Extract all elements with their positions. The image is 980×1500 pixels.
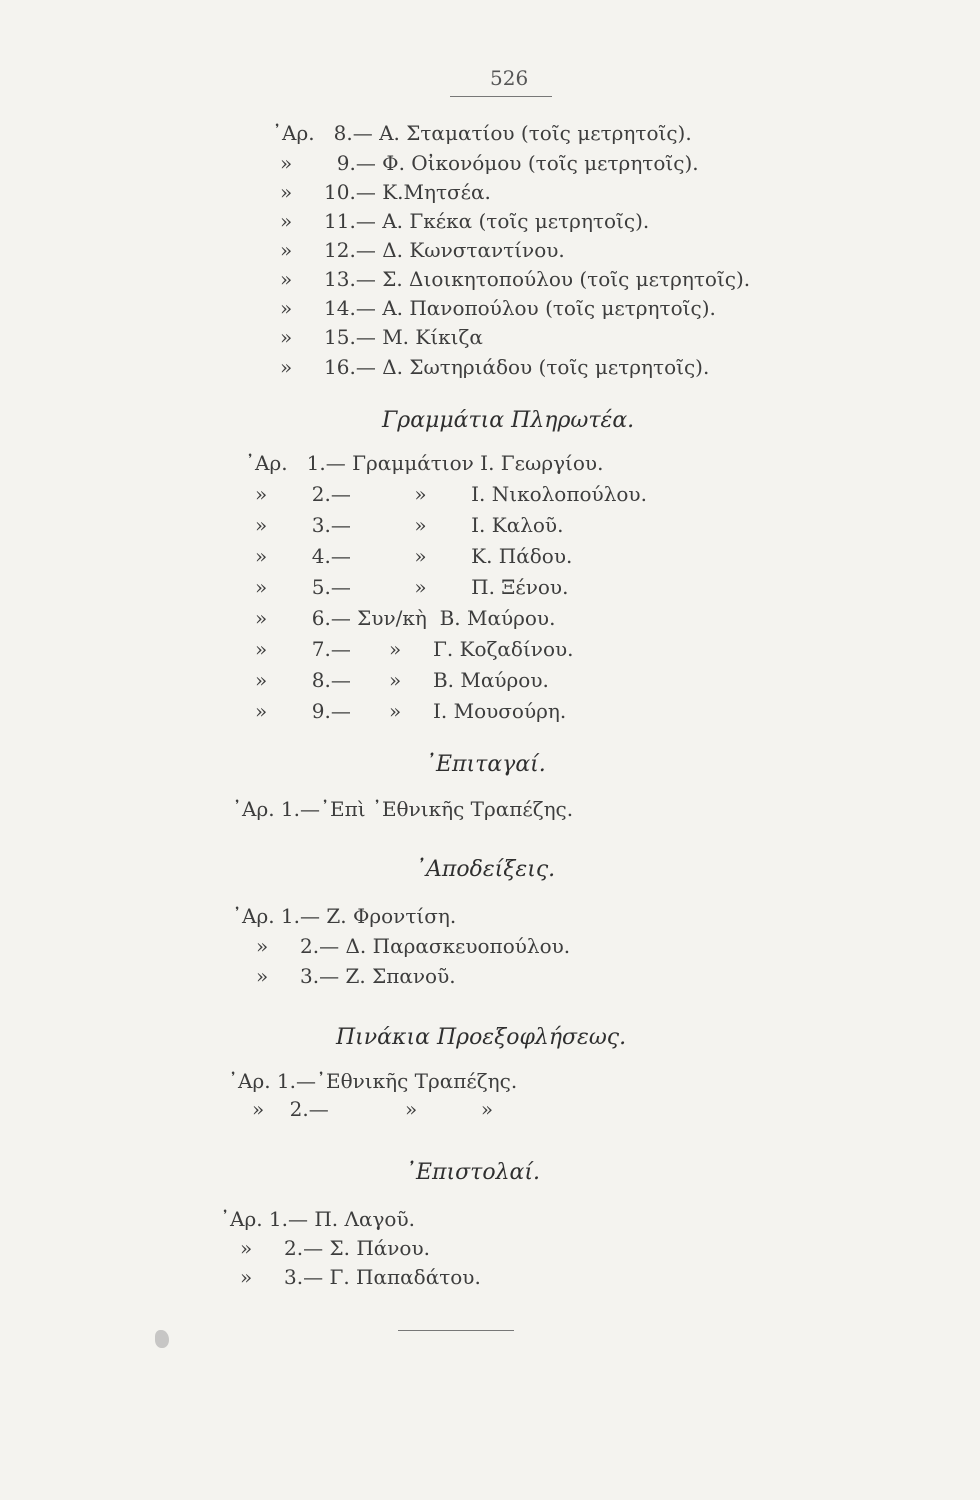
section-heading: Πινάκια Προεξοφλήσεως. [336,1025,627,1050]
list-item: » 3.— Γ. Παπαδάτου. [240,1265,481,1289]
list-item: » 2.— » » [252,1097,494,1121]
section-heading: ᾽Αποδείξεις. [415,857,556,882]
list-item: » 2.— Δ. Παρασκευοπούλου. [256,934,571,958]
list-item: » 9.— Φ. Οἰκονόμου (τοῖς μετρητοῖς). [280,151,699,175]
list-item: » 11.— Α. Γκέκα (τοῖς μετρητοῖς). [280,209,650,233]
list-item: ᾽Αρ. 1.—᾽Εθνικῆς Τραπέζης. [228,1069,518,1093]
list-item: » 3.— Ζ. Σπανοῦ. [256,964,456,988]
list-item: » 10.— Κ.Μητσέα. [280,180,491,204]
list-item: » 8.— » Β. Μαύρου. [255,668,549,692]
list-item: » 5.— » Π. Ξένου. [255,575,569,599]
top-rule [450,96,552,97]
list-item: » 14.— Α. Πανοπούλου (τοῖς μετρητοῖς). [280,296,716,320]
page-number: 526 [490,66,529,90]
list-item: ᾽Αρ. 1.— Π. Λαγοῦ. [220,1207,415,1231]
list-item: » 2.— » Ι. Νικολοπούλου. [255,482,647,506]
list-item: » 2.— Σ. Πάνου. [240,1236,430,1260]
list-item: » 7.— » Γ. Κοζαδίνου. [255,637,574,661]
list-item: » 13.— Σ. Διοικητοπούλου (τοῖς μετρητοῖς). [280,267,751,291]
list-item: » 16.— Δ. Σωτηριάδου (τοῖς μετρητοῖς). [280,355,710,379]
ink-blot [155,1330,169,1348]
section-heading: ᾽Επιταγαί. [425,752,546,777]
list-item: » 3.— » Ι. Καλοῦ. [255,513,564,537]
list-item: » 9.— » Ι. Μουσούρη. [255,699,567,723]
list-item: » 15.— Μ. Κίκιζα [280,325,483,349]
list-item: » 4.— » Κ. Πάδου. [255,544,573,568]
section-heading: ᾽Επιστολαί. [405,1160,540,1185]
list-item: » 6.— Συν/κὴ Β. Μαύρου. [255,606,556,630]
list-item: ᾽Αρ. 1.— Γραμμάτιον Ι. Γεωργίου. [245,451,604,475]
list-item: ᾽Αρ. 8.— Α. Σταματίου (τοῖς μετρητοῖς). [272,121,692,145]
bottom-rule [398,1330,514,1331]
list-item: » 12.— Δ. Κωνσταντίνου. [280,238,565,262]
list-item: ᾽Αρ. 1.— Ζ. Φροντίση. [232,904,457,928]
list-item: ᾽Αρ. 1.—᾽Επὶ ᾽Εθνικῆς Τραπέζης. [232,797,574,821]
section-heading: Γραμμάτια Πληρωτέα. [382,408,635,433]
